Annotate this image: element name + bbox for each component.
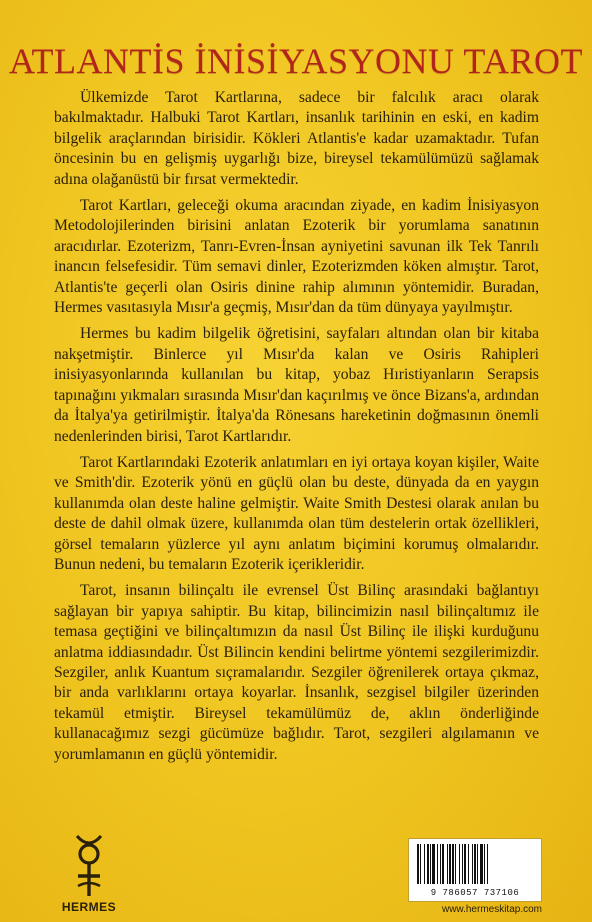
back-cover-text [54, 88, 539, 771]
paragraph-4: Tarot Kartlarındaki Ezoterik anlatımları en iyi ortaya koyan kişiler, Waite ve Smith'dir. Ezoterik yönü en güçlü olan bu deste, dünyada da en yaygın kullanımda olan deste haline gelmiştir. Waite Smith Destesi olarak anılan bu deste de dahil olmak üzere, kullanımda olan tüm destelerin ortak özellikleri, görsel temaların yüzlerce yıl aynı anlatım biçimini korumuş olmalarıdır. Bunun nedeni, bu temaların Ezoterik içerikleridir. [54, 453, 539, 573]
paragraph-5: Tarot, insanın bilinçaltı ile evrensel Üst Bilinç arasındaki bağlantıyı sağlayan bir yapıya sahiptir. Bu kitap, bilincimizin nasıl bilinçaltımız ile temasa geçtiğini ve bilinçaltımızın da nasıl Üst Bilinç ile ilişki kurduğunu anlatma iddiasındadır. Üst Bilincin kendini belirtme yöntemi sezgilerimizdir. Sezgiler, anlık Kuantum sıçramalarıdır. Sezgiler öğrenilerek ortaya çıkmaz, bir anda varlıklarını ortaya koyarlar. İnsanlık, sezgisel bilgiler üzerinden tekamül etmiştir. Bireysel tekamülümüz de, aklın önderliğinde kullanacağımız sezgi gücümüze bağlıdır. Tarot, sezgileri algılamanın ve yorumlamanın en güçlü yöntemidir. [54, 582, 539, 763]
publisher-name: HERMES [61, 900, 117, 914]
paragraph-3: Hermes bu kadim bilgelik öğretisini, sayfaları altından olan bir kitaba nakşetmiştir. Binlerce yıl Mısır'da kalan ve Osiris Rahipleri inisiyasyonlarında kullanılan bu kitap, yobaz Hıristiyanların Serapsis tapınağını yıkmaları sırasında Mısır'dan kaçırılmış ve önce Bizans'a, ardından da İtalya'ya getirilmiştir. İtalya'da Rönesans hareketinin doğmasının önemli nedenlerinden birisi, Tarot Kartlarıdır. [54, 325, 539, 445]
isbn-number: 9 786057 737106 [430, 888, 520, 898]
publisher-logo [60, 834, 118, 914]
barcode-bars [415, 844, 535, 886]
book-title: ATLANTİS İNİSİYASYONU TAROT [9, 41, 583, 81]
hermes-symbol-icon [72, 834, 106, 898]
isbn-barcode [408, 838, 542, 902]
publisher-website: www.hermeskitap.com [441, 904, 542, 915]
paragraph-2: Tarot Kartları, geleceği okuma aracından ziyade, en kadim İnisiyasyon Metodolojilerinden birisini anlatan Ezoterik bir yorumlama sanatının aracıdırlar. Ezoterizm, Tanrı-Evren-İnsan ayniyetini savunan ilk Tek Tanrılı inancın felsefesidir. Tüm semavi dinler, Ezoterizmden köken almıştır. Tarot, Atlantis'te geçerli olan Osiris dinine rahip alımının yöntemidir. Buradan, Hermes vasıtasıyla Mısır'a geçmiş, Mısır'dan da tüm dünyaya yayılmıştır. [54, 197, 539, 317]
paragraph-1: Ülkemizde Tarot Kartlarına, sadece bir falcılık aracı olarak bakılmaktadır. Halbuki Tarot Kartları, insanlık tarihinin en eski, en kadim bilgelik araçlarından birisidir. Kökleri Atlantis'e kadar uzamaktadır. Tufan öncesinin bu en gelişmiş uygarlığı bize, bireysel tekamülümüzü sağlamak adına olağanüstü bir fırsat vermektedir. [54, 89, 539, 188]
